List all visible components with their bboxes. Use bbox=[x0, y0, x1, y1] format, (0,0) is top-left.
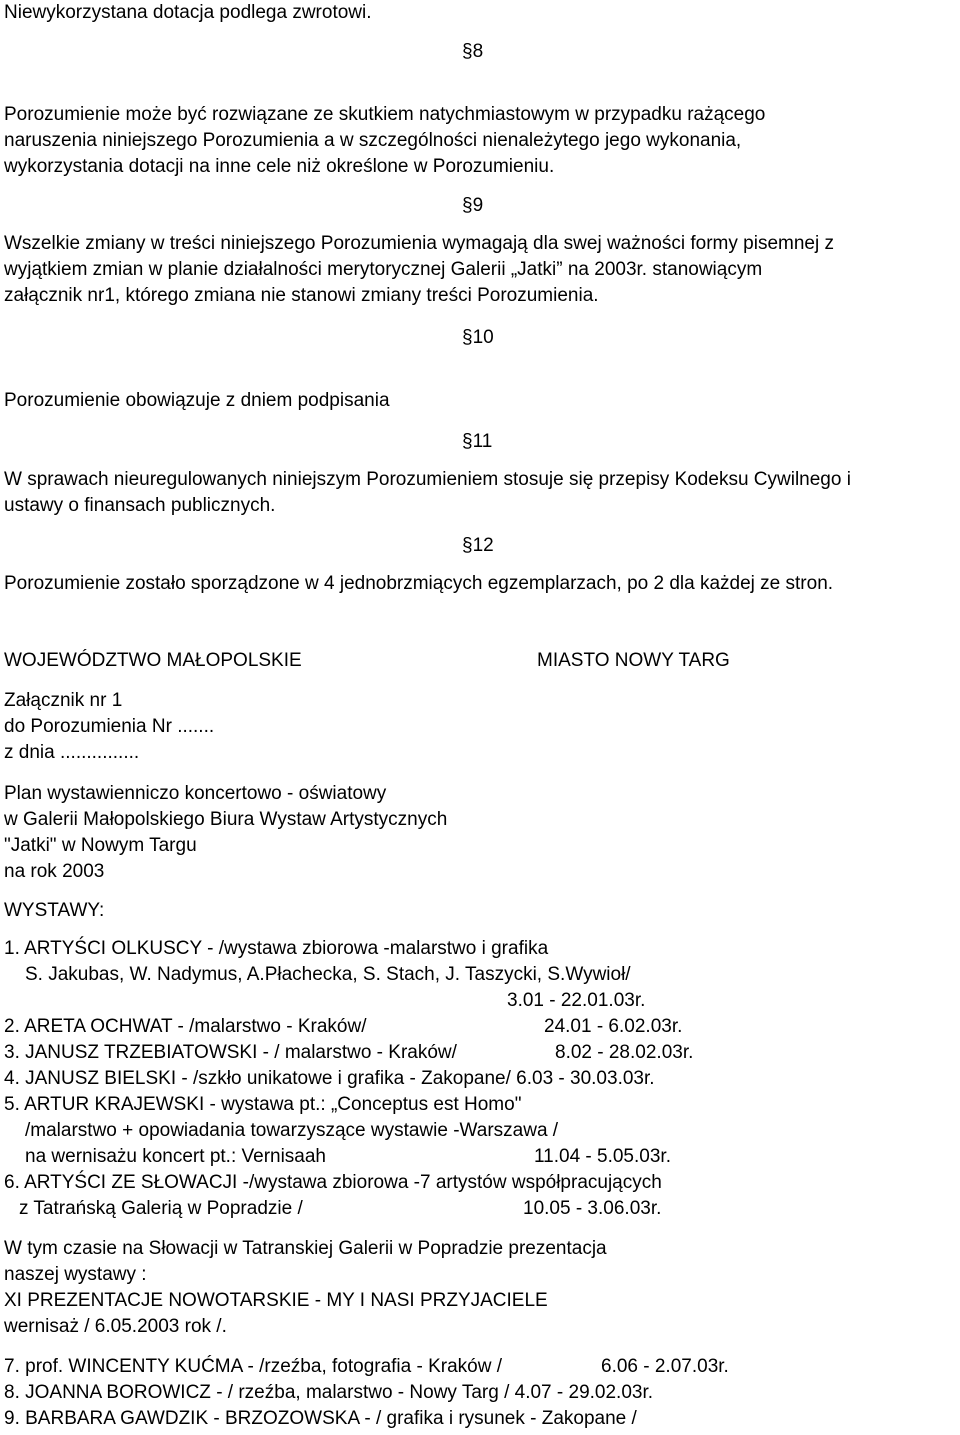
list-item-1-artists: S. Jakubas, W. Nadymus, A.Płachecka, S. Stach, J. Taszycki, S.Wywioł/ bbox=[25, 964, 631, 985]
list-item-4-title: 4. JANUSZ BIELSKI - /szkło unikatowe i grafika - Zakopane/ 6.03 - 30.03.03r. bbox=[4, 1068, 655, 1089]
paragraph-9-line: załącznik nr1, którego zmiana nie stanowi zmiany treści Porozumienia. bbox=[4, 285, 599, 306]
paragraph-11-line: W sprawach nieuregulowanych niniejszym Porozumieniem stosuje się przepisy Kodeksu Cywilnego i bbox=[4, 469, 851, 490]
slovak-line: XI PREZENTACJE NOWOTARSKIE - MY I NASI PRZYJACIELE bbox=[4, 1290, 548, 1311]
slovak-line: W tym czasie na Słowacji w Tatranskiej Galerii w Popradzie prezentacja bbox=[4, 1238, 607, 1259]
paragraph-9 bbox=[4, 231, 954, 309]
paragraph-8-line: Porozumienie może być rozwiązane ze skutkiem natychmiastowym w przypadku rażącego bbox=[4, 104, 766, 125]
annex-line: Załącznik nr 1 bbox=[4, 690, 123, 711]
annex-line: do Porozumienia Nr ....... bbox=[4, 716, 215, 737]
list-item-5-detail: /malarstwo + opowiadania towarzyszące wystawie -Warszawa / bbox=[25, 1120, 559, 1141]
list-item-1-dates: 3.01 - 22.01.03r. bbox=[507, 990, 646, 1011]
section-8-heading: §8 bbox=[462, 41, 484, 62]
section-9-heading: §9 bbox=[462, 195, 484, 216]
slovak-line: naszej wystawy : bbox=[4, 1264, 147, 1285]
annex-block bbox=[4, 688, 214, 766]
paragraph-12: Porozumienie zostało sporządzone w 4 jednobrzmiących egzemplarzach, po 2 dla każdej ze stron. bbox=[4, 573, 834, 594]
list-item-5-dates: 11.04 - 5.05.03r. bbox=[534, 1146, 671, 1167]
plan-line: na rok 2003 bbox=[4, 861, 105, 882]
list-item-3-dates: 8.02 - 28.02.03r. bbox=[555, 1042, 694, 1063]
slovak-block bbox=[4, 1236, 607, 1340]
list-item-1-title: 1. ARTYŚCI OLKUSCY - /wystawa zbiorowa -malarstwo i grafika bbox=[4, 938, 549, 959]
paragraph-9-line: Wszelkie zmiany w treści niniejszego Porozumienia wymagają dla swej ważności formy pisemnej z bbox=[4, 233, 834, 254]
list-item-6-detail: z Tatrańską Galerią w Popradzie / bbox=[19, 1198, 303, 1219]
text-unused-grant: Niewykorzystana dotacja podlega zwrotowi. bbox=[4, 2, 372, 23]
list-item-7-dates: 6.06 - 2.07.03r. bbox=[601, 1356, 729, 1377]
plan-block bbox=[4, 781, 447, 885]
section-12-heading: §12 bbox=[462, 535, 494, 556]
party-right: MIASTO NOWY TARG bbox=[537, 650, 730, 671]
exhibitions-heading: WYSTAWY: bbox=[4, 900, 105, 921]
plan-line: Plan wystawienniczo koncertowo - oświatowy bbox=[4, 783, 387, 804]
paragraph-11 bbox=[4, 467, 954, 519]
list-item-8-title: 8. JOANNA BOROWICZ - / rzeźba, malarstwo - Nowy Targ / 4.07 - 29.02.03r. bbox=[4, 1382, 654, 1403]
paragraph-9-line: wyjątkiem zmian w planie działalności merytorycznej Galerii „Jatki” na 2003r. stanowiącym bbox=[4, 259, 763, 280]
paragraph-8-line: naruszenia niniejszego Porozumienia a w szczególności nienależytego jego wykonania, bbox=[4, 130, 742, 151]
list-item-2-title: 2. ARETA OCHWAT - /malarstwo - Kraków/ bbox=[4, 1016, 367, 1037]
list-item-5-concert: na wernisażu koncert pt.: Vernisaah bbox=[25, 1146, 327, 1167]
section-11-heading: §11 bbox=[462, 431, 493, 452]
paragraph-8 bbox=[4, 102, 954, 180]
party-left: WOJEWÓDZTWO MAŁOPOLSKIE bbox=[4, 650, 302, 671]
plan-line: w Galerii Małopolskiego Biura Wystaw Artystycznych bbox=[4, 809, 448, 830]
slovak-line: wernisaż / 6.05.2003 rok /. bbox=[4, 1316, 227, 1337]
list-item-6-dates: 10.05 - 3.06.03r. bbox=[523, 1198, 662, 1219]
list-item-2-dates: 24.01 - 6.02.03r. bbox=[544, 1016, 683, 1037]
annex-line: z dnia ............... bbox=[4, 742, 140, 763]
section-10-heading: §10 bbox=[462, 327, 494, 348]
paragraph-8-line: wykorzystania dotacji na inne cele niż określone w Porozumieniu. bbox=[4, 156, 555, 177]
list-item-9-title: 9. BARBARA GAWDZIK - BRZOZOWSKA - / grafika i rysunek - Zakopane / bbox=[4, 1408, 637, 1429]
list-item-7-title: 7. prof. WINCENTY KUĆMA - /rzeźba, fotografia - Kraków / bbox=[4, 1356, 503, 1377]
paragraph-10: Porozumienie obowiązuje z dniem podpisania bbox=[4, 390, 390, 411]
list-item-6-title: 6. ARTYŚCI ZE SŁOWACJI -/wystawa zbiorowa -7 artystów współpracujących bbox=[4, 1172, 662, 1193]
list-item-3-title: 3. JANUSZ TRZEBIATOWSKI - / malarstwo - Kraków/ bbox=[4, 1042, 457, 1063]
paragraph-11-line: ustawy o finansach publicznych. bbox=[4, 495, 276, 516]
plan-line: "Jatki" w Nowym Targu bbox=[4, 835, 197, 856]
list-item-5-title: 5. ARTUR KRAJEWSKI - wystawa pt.: „Conceptus est Homo" bbox=[4, 1094, 522, 1115]
